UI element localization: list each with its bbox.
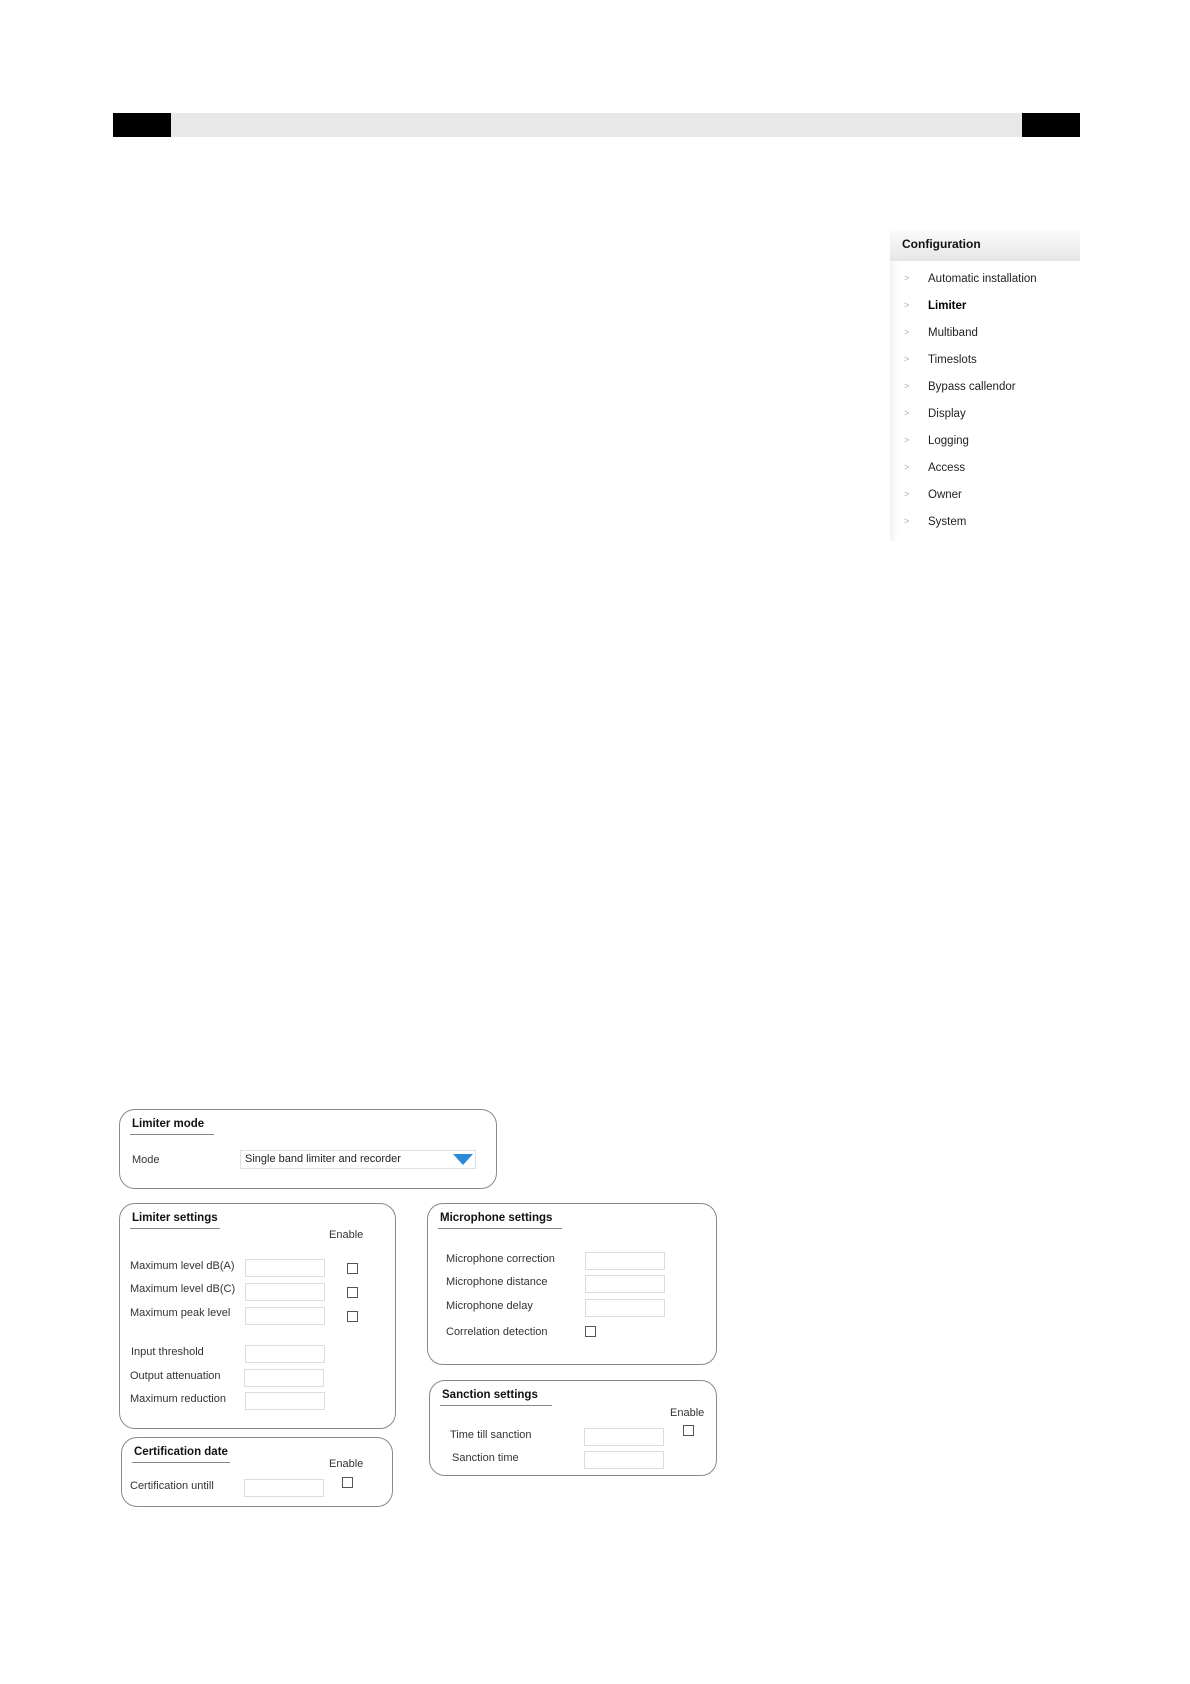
input-threshold-input[interactable]: [245, 1345, 325, 1363]
limiter-settings-panel: [119, 1203, 396, 1429]
mode-select-value: Single band limiter and recorder: [245, 1153, 401, 1165]
menu-item-logging[interactable]: [890, 429, 1080, 456]
menu-item-display[interactable]: [890, 402, 1080, 429]
time-till-sanction-input[interactable]: [584, 1428, 664, 1446]
menu-item-multiband[interactable]: [890, 321, 1080, 348]
mode-label: Mode: [132, 1154, 160, 1166]
dropdown-arrow-icon[interactable]: [453, 1154, 473, 1165]
certification-enable-checkbox[interactable]: [342, 1477, 353, 1488]
correlation-detection-checkbox[interactable]: [585, 1326, 596, 1337]
menu-item-owner[interactable]: [890, 483, 1080, 510]
microphone-delay-label: Microphone delay: [446, 1300, 533, 1312]
microphone-delay-input[interactable]: [585, 1299, 665, 1317]
microphone-settings-panel: [427, 1203, 717, 1365]
max-peak-level-enable-checkbox[interactable]: [347, 1311, 358, 1322]
mode-select[interactable]: [240, 1150, 476, 1169]
limiter-mode-panel: [119, 1109, 497, 1189]
max-peak-level-label: Maximum peak level: [130, 1307, 231, 1319]
certification-date-panel: [121, 1437, 393, 1507]
max-reduction-label: Maximum reduction: [130, 1393, 226, 1405]
chevron-right-icon: >: [904, 516, 910, 526]
chevron-right-icon: >: [904, 300, 910, 310]
limiter-settings-title: Limiter settings: [130, 1212, 220, 1229]
max-reduction-input[interactable]: [245, 1392, 325, 1410]
max-peak-level-input[interactable]: [245, 1307, 325, 1325]
menu-item-label: System: [928, 516, 967, 528]
menu-item-label: Limiter: [928, 300, 967, 312]
microphone-correction-label: Microphone correction: [446, 1253, 555, 1265]
max-level-dba-label: Maximum level dB(A): [130, 1260, 235, 1272]
menu-item-limiter[interactable]: [890, 294, 1080, 321]
configuration-list: [890, 267, 1080, 537]
menu-item-label: Bypass callendor: [928, 381, 1016, 393]
menu-item-bypass-callendor[interactable]: [890, 375, 1080, 402]
time-till-sanction-enable-checkbox[interactable]: [683, 1425, 694, 1436]
certification-until-label: Certification untill: [130, 1480, 214, 1492]
max-level-dbc-enable-checkbox[interactable]: [347, 1287, 358, 1298]
enable-column-header: Enable: [329, 1458, 364, 1470]
menu-item-label: Multiband: [928, 327, 978, 339]
sanction-time-input[interactable]: [584, 1451, 664, 1469]
chevron-right-icon: >: [904, 327, 910, 337]
chevron-right-icon: >: [904, 408, 910, 418]
top-header-bar: [113, 113, 1080, 137]
header-left-block: [113, 113, 171, 137]
menu-item-automatic-installation[interactable]: [890, 267, 1080, 294]
configuration-title: Configuration: [890, 231, 1080, 261]
configuration-menu: [890, 231, 1080, 541]
header-right-block: [1022, 113, 1080, 137]
menu-item-label: Timeslots: [928, 354, 977, 366]
menu-item-timeslots[interactable]: [890, 348, 1080, 375]
menu-item-access[interactable]: [890, 456, 1080, 483]
menu-item-label: Automatic installation: [928, 273, 1037, 285]
chevron-right-icon: >: [904, 462, 910, 472]
limiter-mode-title: Limiter mode: [130, 1118, 214, 1135]
max-level-dbc-input[interactable]: [245, 1283, 325, 1301]
chevron-right-icon: >: [904, 354, 910, 364]
microphone-settings-title: Microphone settings: [438, 1212, 562, 1229]
menu-item-label: Display: [928, 408, 966, 420]
output-attenuation-input[interactable]: [244, 1369, 324, 1387]
menu-item-label: Logging: [928, 435, 969, 447]
chevron-right-icon: >: [904, 273, 910, 283]
max-level-dba-enable-checkbox[interactable]: [347, 1263, 358, 1274]
certification-until-input[interactable]: [244, 1479, 324, 1497]
time-till-sanction-label: Time till sanction: [450, 1429, 532, 1441]
microphone-distance-label: Microphone distance: [446, 1276, 548, 1288]
sanction-time-label: Sanction time: [452, 1452, 519, 1464]
microphone-correction-input[interactable]: [585, 1252, 665, 1270]
certification-date-title: Certification date: [132, 1446, 230, 1463]
enable-column-header: Enable: [329, 1229, 364, 1241]
input-threshold-label: Input threshold: [131, 1346, 204, 1358]
max-level-dbc-label: Maximum level dB(C): [130, 1283, 236, 1295]
chevron-right-icon: >: [904, 381, 910, 391]
max-level-dba-input[interactable]: [245, 1259, 325, 1277]
menu-item-system[interactable]: [890, 510, 1080, 537]
menu-item-label: Owner: [928, 489, 962, 501]
correlation-detection-label: Correlation detection: [446, 1326, 548, 1338]
sanction-settings-title: Sanction settings: [440, 1389, 552, 1406]
output-attenuation-label: Output attenuation: [130, 1370, 221, 1382]
menu-item-label: Access: [928, 462, 966, 474]
enable-column-header: Enable: [670, 1407, 705, 1419]
chevron-right-icon: >: [904, 435, 910, 445]
microphone-distance-input[interactable]: [585, 1275, 665, 1293]
sanction-settings-panel: [429, 1380, 717, 1476]
chevron-right-icon: >: [904, 489, 910, 499]
